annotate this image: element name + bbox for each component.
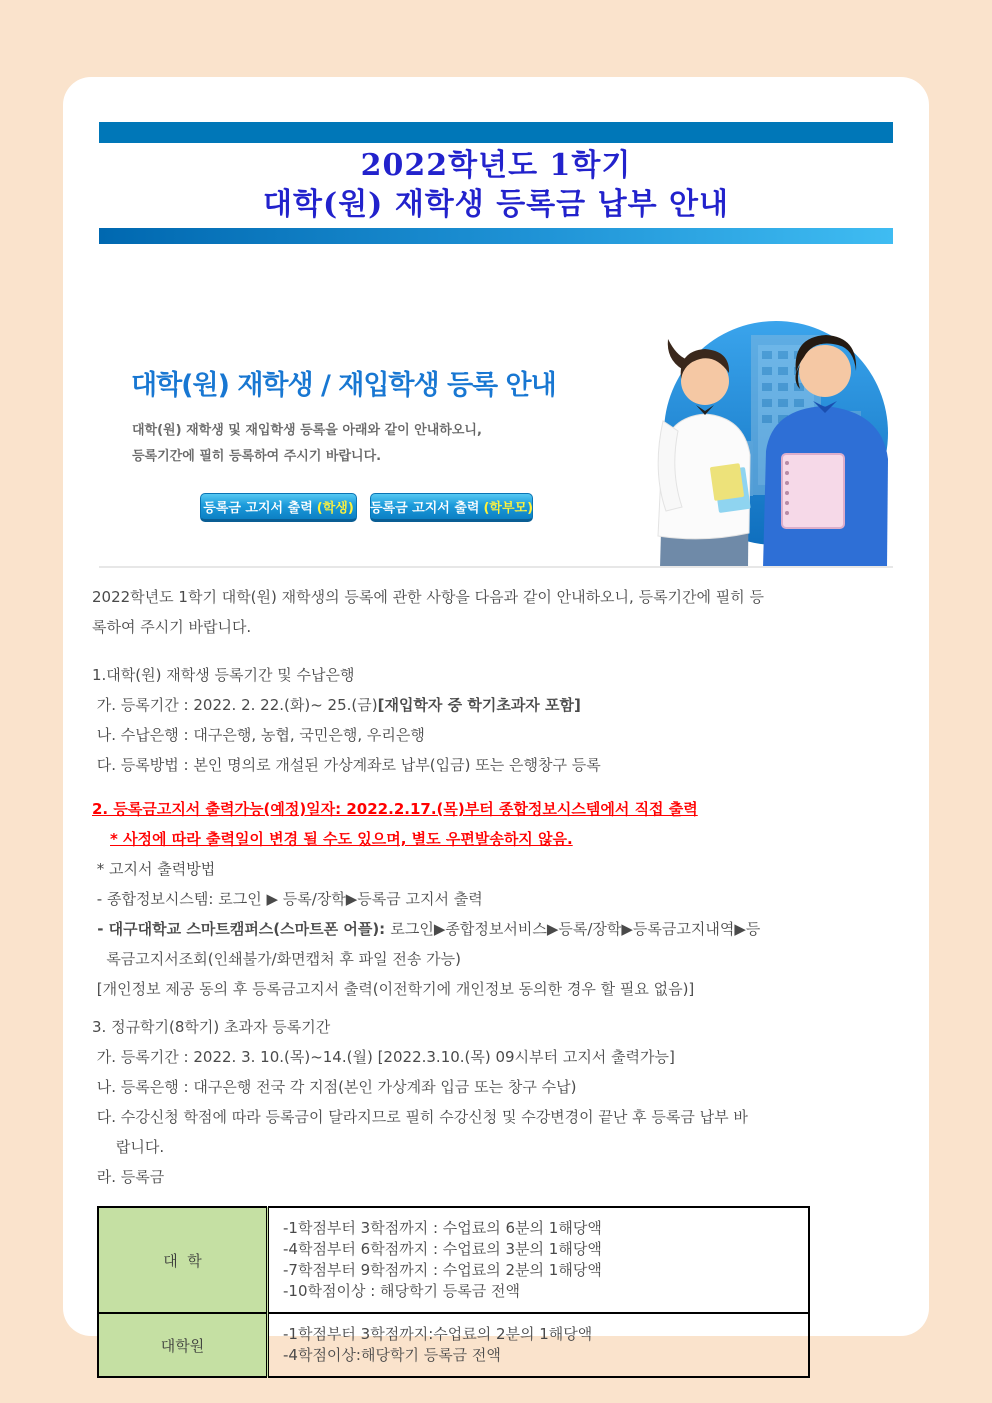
section2-smartcampus-rest: 로그인▶종합정보서비스▶등록/장학▶등록금고지내역▶등: [390, 920, 761, 938]
section2-smartcampus-path: [92, 914, 900, 944]
section1-title: 1.대학(원) 재학생 등록기간 및 수납은행: [92, 666, 355, 684]
section3-item-ga: 가. 등록기간 : 2022. 3. 10.(목)~14.(월) [2022.3.10.(목) 09시부터 고지서 출력가능]: [92, 1048, 675, 1066]
notice-page: [63, 77, 929, 1364]
section2-privacy-note: [개인정보 제공 동의 후 등록금고지서 출력(이전학기에 개인정보 동의한 경우 할 필요 없음)]: [92, 980, 695, 998]
banner-subtitle-line2: 등록기간에 필히 등록하여 주시기 바랍니다.: [132, 449, 382, 464]
print-bill-parent-button[interactable]: [370, 493, 533, 522]
registration-banner: [99, 321, 893, 568]
tuition-table: [97, 1206, 810, 1378]
banner-subtitle-line1: 대학(원) 재학생 및 재입학생 등록을 아래와 같이 안내하오니,: [132, 423, 482, 438]
print-bill-parent-button-audience: (학부모): [483, 501, 534, 516]
header-top-bar: [99, 122, 893, 143]
section1-item-na: 나. 수납은행 : 대구은행, 농협, 국민은행, 우리은행: [92, 726, 425, 744]
notice-body: [63, 568, 929, 1378]
section2-smartcampus-cont: 록금고지서조회(인쇄불가/화면캡처 후 파일 전송 가능): [92, 950, 461, 968]
section2-heading-text: 2. 등록금고지서 출력가능(예정)일자: 2022.2.17.(목)부터 종합정보시스템에서 직접 출력: [92, 800, 698, 818]
section2-heading: [92, 794, 900, 824]
university-fee-line4: -10학점이상 : 해당학기 등록금 전액: [283, 1282, 520, 1300]
banner-divider: [99, 566, 893, 568]
section2-print-method: * 고지서 출력방법: [92, 860, 216, 878]
students-photo: [608, 321, 898, 568]
notice-header: [99, 122, 893, 244]
page-title-line2: 대학(원) 재학생 등록금 납부 안내: [263, 187, 729, 222]
table-row-gradschool: [98, 1313, 809, 1377]
table-desc-gradschool: [268, 1313, 810, 1377]
section3-item-na: 나. 등록은행 : 대구은행 전국 각 지점(본인 가상계좌 입금 또는 창구 수납): [92, 1078, 577, 1096]
section1-item-ga-bold: [재입학자 중 학기초과자 포함]: [377, 696, 581, 714]
university-fee-line3: -7학점부터 9학점까지 : 수업료의 2분의 1해당액: [283, 1261, 602, 1279]
intro-line1: 2022학년도 1학기 대학(원) 재학생의 등록에 관한 사항을 다음과 같이 안내하오니, 등록기간에 필히 등: [92, 588, 765, 606]
print-bill-student-button-audience: (학생): [316, 501, 354, 516]
section2-system-path: - 종합정보시스템: 로그인 ▶ 등록/장학▶등록금 고지서 출력: [92, 890, 483, 908]
table-label-university: 대 학: [98, 1207, 268, 1313]
section1-item-da: 다. 등록방법 : 본인 명의로 개설된 가상계좌로 납부(입금) 또는 은행창구 등록: [92, 756, 601, 774]
section1-item-ga-text: 가. 등록기간 : 2022. 2. 22.(화)~ 25.(금): [92, 696, 378, 714]
banner-subtitle: [132, 418, 482, 470]
print-bill-student-button[interactable]: [200, 493, 357, 522]
print-bill-parent-button-label: 등록금 고지서 출력: [369, 501, 480, 516]
university-fee-line1: -1학점부터 3학점까지 : 수업료의 6분의 1해당액: [283, 1219, 602, 1237]
section2-note: [92, 824, 900, 854]
page-title: [99, 143, 893, 226]
section3-item-da-line1: 다. 수강신청 학점에 따라 등록금이 달라지므로 필히 수강신청 및 수강변경이 끝난 후 등록금 납부 바: [92, 1108, 748, 1126]
banner-title: 대학(원) 재학생 / 재입학생 등록 안내: [131, 370, 556, 401]
page-title-line1: 2022학년도 1학기: [360, 148, 632, 183]
gradschool-fee-line2: -4학점이상:해당학기 등록금 전액: [283, 1346, 501, 1364]
print-bill-student-button-label: 등록금 고지서 출력: [203, 501, 313, 516]
gradschool-fee-line1: -1학점부터 3학점까지:수업료의 2분의 1해당액: [283, 1325, 593, 1343]
table-desc-university: [268, 1207, 810, 1313]
section3-title: 3. 정규학기(8학기) 초과자 등록기간: [92, 1018, 331, 1036]
header-bottom-gradient-bar: [99, 228, 893, 244]
intro-line2: 록하여 주시기 바랍니다.: [92, 618, 252, 636]
table-row-university: [98, 1207, 809, 1313]
section2-smartcampus-bold: - 대구대학교 스마트캠퍼스(스마트폰 어플):: [92, 920, 391, 938]
section2-note-text: * 사정에 따라 출력일이 변경 될 수도 있으며, 별도 우편발송하지 않음.: [110, 830, 573, 848]
section3-item-da-line2: 랍니다.: [92, 1138, 165, 1156]
university-fee-line2: -4학점부터 6학점까지 : 수업료의 3분의 1해당액: [283, 1240, 602, 1258]
table-label-gradschool: 대학원: [98, 1313, 268, 1377]
section3-item-ra: 라. 등록금: [92, 1168, 165, 1186]
section1-item-ga: [92, 690, 900, 720]
